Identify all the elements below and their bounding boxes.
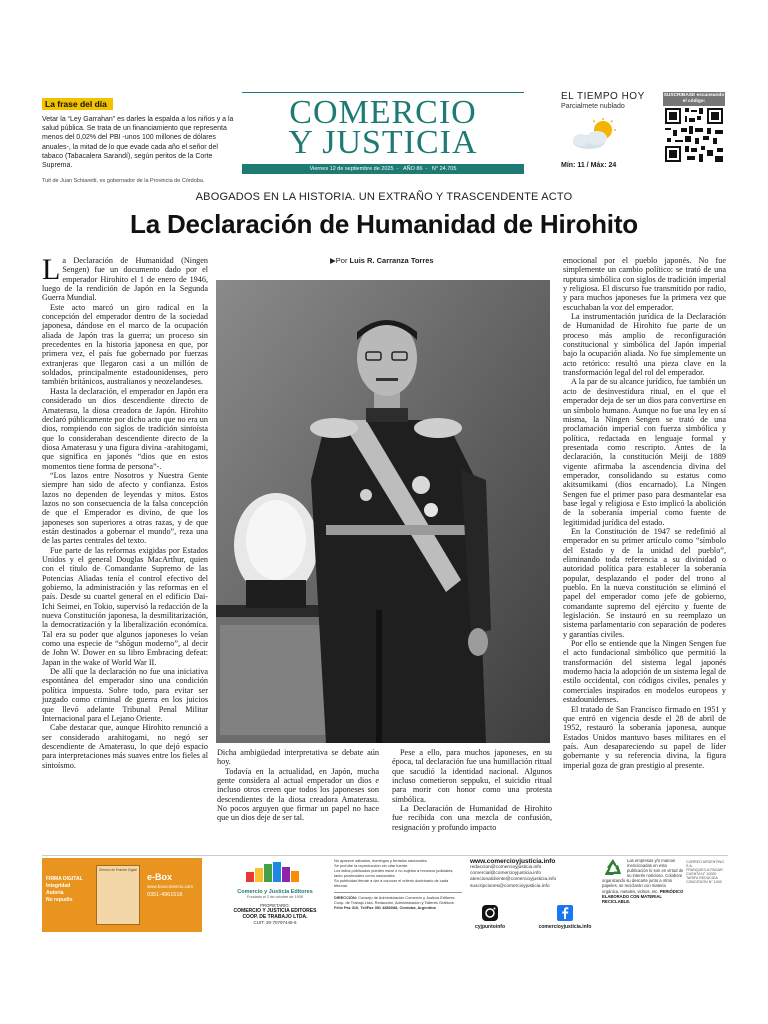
article-paragraph: La Declaración de Humanidad de Hirohito fue recibida con una mezcla de confusión, resignación y profundo impacto [392, 804, 552, 832]
article-paragraph: Fue parte de las reformas exigidas por Estados Unidos y el general Douglas MacArthur, quien con el título de Comandante Supremo de las Potencias Aliadas tenía el control efectivo del gobierno, la administración y las reformas en el país. Desde su cuartel general en el edificio Dai-Ichi Seimei, en Tokio, supervisó la redacción de la nueva Constitución japonesa, la desmilitarización, la democratización y la liberalización económica. Tal era su poder que algunos japoneses lo veían como una especie de “shōgun moderno”, al decir de John W. Dower en su libro Embracing defeat: Japan in the wake of World War II. [42, 545, 208, 667]
article-paragraph: Dicha ambigüedad interpretativa se debate aún hoy. [217, 748, 379, 767]
article-column-2 [217, 748, 379, 823]
quote-source: Tuit de Juan Schiaretti, ex gobernador de la Provincia de Córdoba. [42, 178, 205, 185]
email-link[interactable]: comercial@comercioyjusticia.info [470, 871, 541, 877]
instagram-icon [481, 904, 499, 922]
subscribe-qr[interactable] [663, 92, 725, 168]
contact-block [470, 858, 600, 930]
ad-brand: e-Box [147, 872, 173, 882]
article-paragraph: “Los lazos entre Nosotros y Nuestra Gente siempre han sido de afecto y confianza. Estos lazos no dependen de leyendas y mitos. Estos lazos no son consecuencia de la falsa concepción de que el Emperador es divino, de que los japoneses son superiores a otras razas, y de que están destinados a gobernar el mundo”, reza una de las partes centrales del texto. [42, 470, 208, 546]
quote-of-the-day [42, 92, 238, 184]
email-link[interactable]: atencionalcliente@comercioyjusticia.info [470, 877, 557, 883]
drop-cap: L [42, 253, 61, 286]
website-link[interactable]: www.comercioyjusticia.info [470, 858, 556, 865]
postal-stamp: CORREO ARGENTINO S.A. FRANQUEO A PAGAR CUENTA N° 10000 TARIFA REDUCIDA CONCESIÓN N° 1000 [686, 860, 724, 884]
article-photo [216, 280, 550, 743]
tablet-device-icon [96, 865, 140, 925]
legal-notice: No aparece sábados, domingos y feriados nacionales. Se prohíbe la reproducción sin citar fuente. Los fallos publicados pueden estar o no sujetos a recursos judiciales, tanto provinciales como nacionales. Su publicidad tiende a dar a conocer el criterio doctrinario de cada tribunal. DIRECCIÓN: Consejo de Administración Comercio y Justicia Editores Coop. de Trabajo Ltda. Redacción, Administración y Talleres Gráficos: Félix Paz 310, Tel/Fax 351 4880088, Córdoba, Argentina [334, 858, 462, 910]
qr-code-icon[interactable] [663, 106, 725, 164]
publisher-coop-line1: COMERCIO Y JUSTICIA EDITORES [233, 908, 317, 914]
quote-text: Vetar la “Ley Garrahan” es darles la espalda a los niños y a la salud pública. Se trata de un financiamiento que representa menos del 0,02% del PBI -unos 100 millones de dólares anuales-, la mitad de lo que evade cada año el señor del tabaco (Tabacalera Sarandí), según peritos de la Corte Suprema. [42, 116, 234, 170]
article-paragraph: Cabe destacar que, aunque Hirohito renunció a ser considerado arahitogami, no negó ser descendiente de Amaterasu, lo que dejó espacio para interpretaciones más suaves entre los fieles al sintoísmo. [42, 723, 208, 770]
article-paragraph: Pese a ello, para muchos japoneses, en su época, tal declaración fue una humillación ritual que sacudió la identidad nacional. Algunos incluso cometieron seppuku, el suicidio ritual para morir con honor como una protesta simbólica. [392, 748, 552, 804]
article-paragraph: En la Constitución de 1947 se redefinió al emperador en su primer artículo como “símbolo del Estado y de la unidad del pueblo”, eliminando toda referencia a su divinidad o autoridad política para establecer la soberanía popular, desplazando el poder del trono al pueblo. En la nueva constitución se eliminó el papel del emperador como jefe de gobierno, comandante supremo del ejército y fuente de legislación. Se instauró en su reemplazo un sistema parlamentario con separación de poderes y garantías civiles. [563, 526, 726, 639]
publisher-owner-label: PROPIETARIO: [260, 903, 290, 908]
publisher-cuit: CUIT: 30-70797446-6 [253, 920, 297, 925]
facebook-link[interactable] [530, 904, 600, 930]
weather-box [561, 91, 657, 169]
article-paragraph: El tratado de San Francisco firmado en 1951 y que entró en vigencia desde el 28 de abril de 1952, restauró la soberanía japonesa, aunque Estados Unidos mantuvo bases militares en el país. Aun desapareciendo su papel de líder gobernante y su referencia divina, la figura imperial goza de gran prestigio al presente. [563, 704, 726, 770]
masthead-title [242, 94, 524, 161]
ad-phone: 0351-4961518 [147, 892, 183, 898]
instagram-handle: cyjpuntoinfo [475, 924, 505, 930]
article-paragraph: A la par de su alcance jurídico, fue también un acto de desinvestidura ritual, en el que el emperador deja de ser un dios para convertirse en un símbolo humano. Aunque no fue una ley en sí misma, la Ningen Sengen se trató de una proclamación imperial con fuerza simbólica y política, redactada en lenguaje formal y presentada como rescripto. Antes de la declaración, la constitución Meiji de 1889 vigente afirmaba la ascendencia divina del emperador, consolidando su estatus como akitsumikami (dios encarnado). La Ningen Sengen fue el primer paso para desmantelar esa base legal y religiosa e Esto implicó la abolición de la soberanía imperial como fuente de legitimidad jurídica del estado. [563, 377, 726, 527]
publisher-block [220, 862, 330, 925]
article-paragraph: emocional por el pueblo japonés. No fue simplemente un cambio político: se trató de una ruptura simbólica con siglos de tradición imperial y religiosa. El discurso fue transmitido por radio, y para muchos japoneses fue la primera vez que escuchaban la voz del emperador. [563, 256, 726, 312]
article-paragraph: De allí que la declaración no fue una iniciativa espontánea del emperador sino una condición política impuesta. Sobre todo, para evitar ser juzgado como criminal de guerra en los juicios que llevó adelante Tribunal Penal Militar Internacional para el Lejano Oriente. [42, 667, 208, 723]
weather-condition: Parcialmete nublado [561, 103, 625, 110]
article-paragraph: Hasta la declaración, el emperador en Japón era considerado un dios descendiente directo de Amaterasu, la diosa creadora de Japón. Hirohito declaró públicamente por dicho acto que no era un dios, rompiendo con siglos de tradición sintoísta que lo consideraban descendiente directo de la diosa Amaterasu y una figura divina -arahitogami, que significa en japonés “dios que en estos momentos tiene forma de persona”-. [42, 386, 208, 471]
quote-label: La frase del día [42, 98, 113, 110]
article-paragraph: Este acto marcó un giro radical en la concepción del emperador dentro de la sociedad japonesa, dándose en el marco de la ocupación aliada de Japón tras la guerra; un proceso sin precedentes en la historia japonesa en que, por primera vez, el país fue gobernado por fuerzas extranjeras que llegaron casi a un millón de soldados, principalmente estadounidenses, pero también británicos, australianos y neozelandeses. [42, 302, 208, 387]
page-footer [42, 855, 728, 933]
ad-url[interactable]: www.boxcomercio.com [147, 884, 194, 889]
recycle-text: Las empresas y/o marcas mencionadas en esta publicación lo son en virtud de su interés noticioso. Colabore organizando su descarte junto a otros papeles, se reciclarán con materia orgánica, metales, vidrios, etc. [602, 858, 684, 894]
masthead [242, 92, 524, 174]
byline-author: Luis R. Carranza Torres [349, 256, 434, 265]
email-link[interactable]: redaccion@comercioyjusticia.info [470, 865, 542, 870]
publisher-logo-icon [244, 862, 306, 882]
temp-max: Máx: 24 [590, 162, 617, 169]
publisher-founded: Fundado el 2 de octubre de 1939 [247, 895, 303, 899]
recycle-icon [602, 858, 624, 878]
ad-features: FIRMA DIGITAL Integridad Autoría No repudio [46, 876, 83, 903]
legal-address: DIRECCIÓN: Consejo de Administración Comercio y Justicia Editores Coop. de Trabajo Ltda. Redacción, Administración y Talleres Gráficos: Félix Paz 310, Tel/Fax 351 4880088, Córdoba, Argentina [334, 892, 462, 910]
masthead-title-line2: Y JUSTICIA [288, 124, 478, 161]
byline [330, 256, 434, 265]
email-link[interactable]: suscripciones@comercioyjusticia.info [470, 883, 550, 889]
publisher-name: Comercio y Justicia Editores [237, 889, 313, 895]
article-paragraph: La instrumentación jurídica de la Declaración de Humanidad de Hirohito fue parte de un proceso más amplio de reconfiguración constitucional y simbólica del Japón imperial bajo la ocupación aliada. No fue simplemente un acto retórico: resultó una pieza clave en la transformación legal del rol del emperador. [563, 312, 726, 378]
issue-date: Viernes 12 de septiembre de 2025 [309, 166, 394, 172]
article-kicker: ABOGADOS EN LA HISTORIA. UN EXTRAÑO Y TRASCENDENTE ACTO [195, 191, 573, 203]
issue-year: AÑO 86 [402, 166, 423, 172]
masthead-top-rule [242, 92, 524, 93]
recycle-notice [602, 858, 684, 904]
partly-cloudy-icon [567, 118, 657, 156]
publisher-coop-line2: COOP. DE TRABAJO LTDA. [242, 914, 308, 920]
article-paragraph: Todavía en la actualidad, en Japón, mucha gente considera al actual emperador un dios e incluso otros creen que todos los japoneses son descendientes de la diosa creadora Amaterasu. No pocos arguyen que firmar un papel no hace que un dios deje de ser tal. [217, 766, 379, 823]
weather-temps: Mín: 11 / Máx: 24 [561, 162, 617, 169]
article-paragraph: La Declaración de Humanidad (Ningen Sengen) fue un documento dado por el emperador Hirohito el 1 de enero de 1946, luego de la rendición de Japón en la Segunda Guerra Mundial. [42, 253, 208, 303]
article-paragraph: Por ello se entiende que la Ningen Sengen fue el acto fundacional simbólico que permitió la transformación del sistema legal japonés moderno hacia la adopción de un sistema legal de estilo occidental, con códigos civiles, penales y comerciales inspirados en modelos europeos y estadounidenses. [563, 639, 726, 705]
qr-label: SUSCRIBASE escaneando el código: [663, 93, 725, 104]
article-column-1 [42, 253, 208, 770]
article-column-3 [392, 748, 552, 832]
masthead-date-bar: Viernes 12 de septiembre de 2025 - AÑO 86 - N° 24.705 [242, 164, 524, 174]
instagram-link[interactable] [470, 904, 510, 930]
article-column-4 [563, 256, 726, 770]
issue-number: N° 24.705 [431, 166, 457, 172]
article-headline: La Declaración de Humanidad de Hirohito [130, 209, 638, 239]
facebook-handle: comercioyjusticia.info [538, 924, 592, 930]
ebox-advertisement[interactable] [42, 858, 202, 932]
facebook-icon [556, 904, 574, 922]
temp-min: Mín: 11 [561, 162, 585, 169]
masthead-title-line1: COMERCIO [289, 94, 477, 131]
byline-prefix: ▶Por [330, 256, 348, 265]
recycle-bold: PERIÓDICO ELABORADO CON MATERIAL RECICLABLE. [602, 888, 684, 904]
weather-title: EL TIEMPO HOY [561, 91, 645, 102]
ad-device-title: Servicio de Emisión Digital [99, 868, 137, 872]
